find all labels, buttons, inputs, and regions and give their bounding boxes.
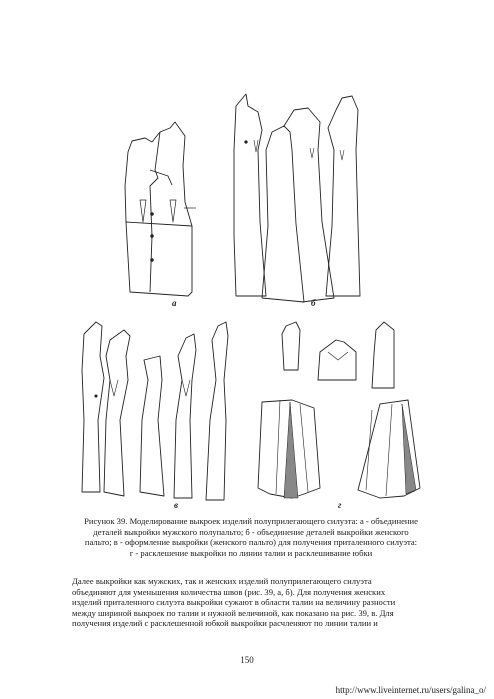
caption-line: пальто; в - оформление выкройки (женского пальто) для получения приталенного силуэта: — [84, 537, 418, 547]
figure-label-a: а — [172, 298, 177, 308]
footer-url: http://www.liveinternet.ru/users/galina_o/ — [335, 685, 486, 695]
figure-label-v: в — [174, 500, 179, 510]
body-line: объединяют для уменьшения количества швов (рис. 39, а, б). Для получения женских — [72, 586, 386, 597]
caption-line: Рисунок 39. Моделирование выкроек изделий полуприлегающего силуэта: а - объединение — [84, 516, 418, 526]
figure-g-pattern — [258, 322, 420, 498]
body-line: получения изделий с расклешенной юбкой выкройки расчленяют по линии талии и — [72, 618, 378, 629]
body-line: между шириной выкроек по талии и нужной величиной, как показано на рис. 39, в. Для — [72, 607, 394, 618]
figure-caption — [66, 516, 436, 558]
figure-label-g: г — [338, 500, 342, 510]
figure-v-pattern — [82, 322, 228, 500]
body-line: Далее выкройки как мужских, так и женских изделий полуприлегающего силуэта — [72, 576, 372, 586]
page-number: 150 — [240, 655, 254, 665]
figure-label-b: б — [311, 298, 316, 308]
body-paragraph — [72, 576, 432, 629]
body-line: изделий приталенного силуэта выкройки сужают в области талии на величину разности — [72, 597, 396, 608]
figure-a-pattern — [125, 122, 196, 296]
figure-b-pattern — [234, 94, 360, 302]
caption-line: деталей выкройки мужского полупальто; б - объединение деталей выкройки женского — [93, 526, 409, 537]
caption-line: г - расклешение выкройки по линии талии и расклешивание юбки — [129, 547, 373, 558]
